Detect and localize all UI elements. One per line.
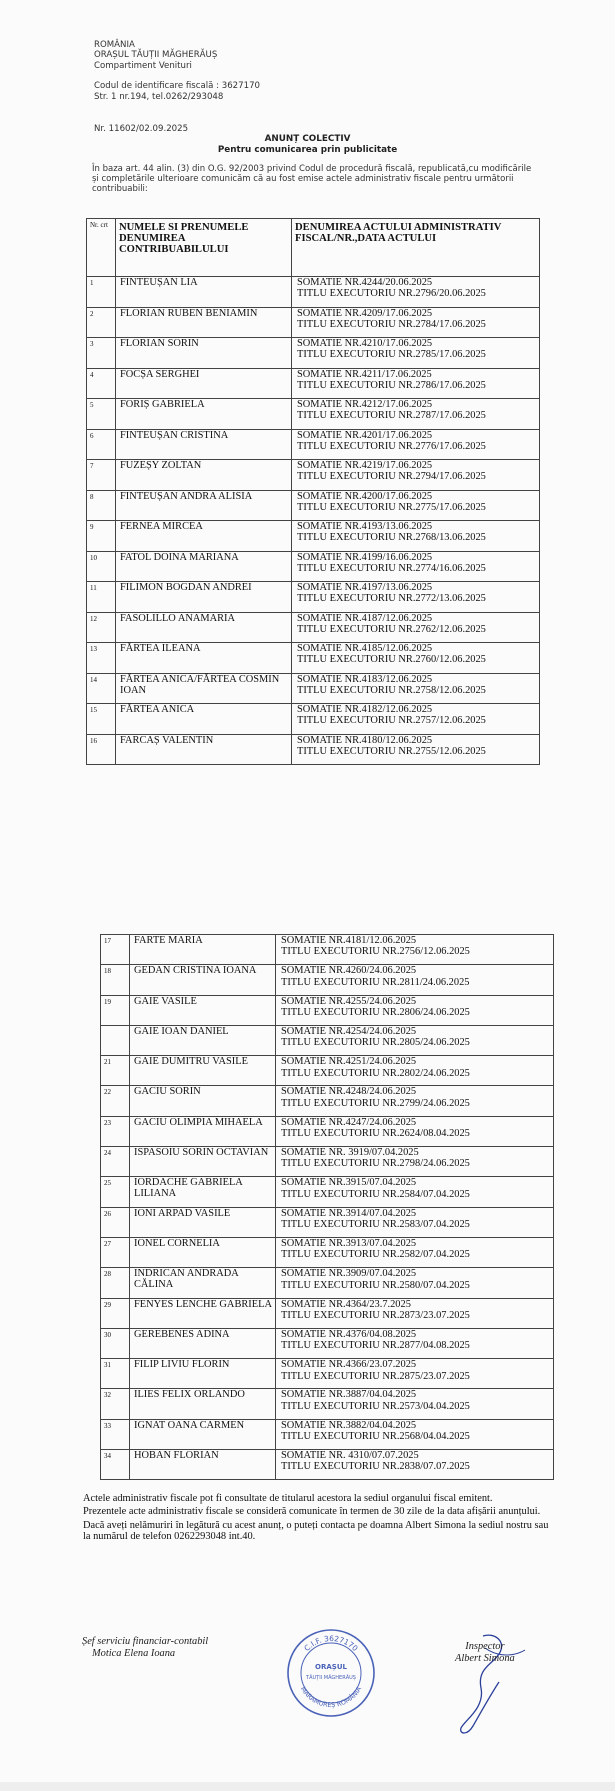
summons-number: SOMATIE NR.4197/13.06.2025 xyxy=(297,582,433,593)
table-row xyxy=(87,551,540,582)
summons-number: SOMATIE NR.3909/07.04.2025 xyxy=(281,1268,417,1280)
stamp-inner-text: TĂUȚII MĂGHERĂUȘ xyxy=(306,1675,356,1681)
enforcement-title-number: TITLU EXECUTORIU NR.2811/24.06.2025 xyxy=(281,976,470,988)
summons-number: SOMATIE NR.4201/17.06.2025 xyxy=(297,429,433,441)
taxpayer-name: GAIE VASILE xyxy=(130,995,276,1025)
fiscal-act xyxy=(276,995,554,1025)
row-number: 19 xyxy=(101,995,130,1025)
fiscal-act xyxy=(292,338,540,369)
taxpayer-name: IONEL CORNELIA xyxy=(130,1237,276,1267)
taxpayer-name: GACIU OLIMPIA MIHAELA xyxy=(130,1116,276,1146)
fiscal-act xyxy=(292,368,540,399)
row-number: 33 xyxy=(101,1419,130,1449)
fiscal-act xyxy=(276,1298,554,1328)
registration-number: Nr. 11602/02.09.2025 xyxy=(94,124,189,134)
fiscal-act xyxy=(276,1147,554,1177)
summons-number: SOMATIE NR.4193/13.06.2025 xyxy=(297,521,433,532)
fiscal-act xyxy=(292,582,540,613)
taxpayer-name: FLORIAN RUBEN BENIAMIN xyxy=(116,307,292,338)
row-number: 10 xyxy=(87,551,116,582)
header-act: DENUMIREA ACTULUI ADMINISTRATIV FISCAL/NR.,DATA ACTULUI xyxy=(292,219,540,277)
taxpayer-name: FOCȘA SERGHEI xyxy=(116,368,292,399)
fiscal-act xyxy=(276,1450,554,1480)
taxpayer-name: IGNAT OANA CARMEN xyxy=(130,1419,276,1449)
table-row xyxy=(101,1268,554,1298)
taxpayer-name: FĂRTEA ANICA xyxy=(116,704,292,735)
table-row xyxy=(101,1419,554,1449)
enforcement-title-number: TITLU EXECUTORIU NR.2568/04.04.2025 xyxy=(281,1431,470,1443)
header-address: Str. 1 nr.194, tel.0262/293048 xyxy=(94,91,224,102)
enforcement-title-number: TITLU EXECUTORIU NR.2784/17.06.2025 xyxy=(297,318,486,330)
row-number: 28 xyxy=(101,1268,130,1298)
signature-block-left xyxy=(82,1636,208,1660)
summons-number: SOMATIE NR.4255/24.06.2025 xyxy=(281,995,417,1007)
summons-number: SOMATIE NR.4182/12.06.2025 xyxy=(297,704,433,715)
page-bottom-strip xyxy=(0,1782,615,1791)
row-number: 26 xyxy=(101,1207,130,1237)
fiscal-act xyxy=(276,1086,554,1116)
signature-right-name: Albert Simona xyxy=(455,1653,515,1664)
fiscal-act xyxy=(276,1025,554,1055)
enforcement-title-number: TITLU EXECUTORIU NR.2774/16.06.2025 xyxy=(297,562,486,574)
row-number: 15 xyxy=(87,704,116,735)
fiscal-act xyxy=(276,1359,554,1389)
taxpayer-name: FINTEUȘAN CRISTINA xyxy=(116,429,292,460)
table-row xyxy=(87,673,540,704)
stamp-top-text: C.I.F. 3627170 xyxy=(302,1633,360,1653)
enforcement-title-number: TITLU EXECUTORIU NR.2787/17.06.2025 xyxy=(297,410,486,422)
fiscal-act xyxy=(292,673,540,704)
header-fiscal-code: Codul de identificare fiscală : 3627170 xyxy=(94,81,261,92)
taxpayer-name: FARTE MARIA xyxy=(130,935,276,965)
header-town: ORAȘUL TĂUȚII MĂGHERĂUȘ xyxy=(94,50,218,61)
table-row xyxy=(87,734,540,765)
table-row xyxy=(101,1116,554,1146)
enforcement-title-number: TITLU EXECUTORIU NR.2580/07.04.2025 xyxy=(281,1279,470,1291)
taxpayer-name: FINTEUȘAN ANDRA ALISIA xyxy=(116,490,292,521)
taxpayer-name: GEDAN CRISTINA IOANA xyxy=(130,965,276,995)
taxpayer-name: FĂRTEA ILEANA xyxy=(116,643,292,674)
enforcement-title-number: TITLU EXECUTORIU NR.2762/12.06.2025 xyxy=(297,623,486,635)
summons-number: SOMATIE NR.4247/24.06.2025 xyxy=(281,1116,417,1128)
fiscal-act xyxy=(276,1116,554,1146)
summons-number: SOMATIE NR.4209/17.06.2025 xyxy=(297,307,433,319)
table-row xyxy=(101,965,554,995)
row-number: 9 xyxy=(87,521,116,552)
summons-number: SOMATIE NR.4199/16.06.2025 xyxy=(297,551,433,563)
taxpayer-name: FUZEȘY ZOLTAN xyxy=(116,460,292,491)
table-row xyxy=(101,1298,554,1328)
enforcement-title-number: TITLU EXECUTORIU NR.2624/08.04.2025 xyxy=(281,1128,470,1140)
fiscal-act xyxy=(276,1389,554,1419)
intro-paragraph: În baza art. 44 alin. (3) din O.G. 92/2003 privind Codul de procedură fiscală, republicată,cu modificările și completările ulterioare comunicăm că au fost emise actele administrativ fiscale pentru următorii contribuabili: xyxy=(92,164,532,195)
stamp-middle-text: ORAȘUL xyxy=(315,1663,347,1671)
fiscal-act xyxy=(292,643,540,674)
summons-number: SOMATIE NR.4219/17.06.2025 xyxy=(297,460,433,471)
summons-number: SOMATIE NR.3887/04.04.2025 xyxy=(281,1389,417,1401)
fiscal-act xyxy=(276,1328,554,1358)
header-nr: Nr. crt xyxy=(87,219,116,277)
row-number: 5 xyxy=(87,399,116,430)
summons-number: SOMATIE NR.4211/17.06.2025 xyxy=(297,368,432,380)
fiscal-act xyxy=(276,1237,554,1267)
taxpayer-name: ILIES FELIX ORLANDO xyxy=(130,1389,276,1419)
row-number: 31 xyxy=(101,1359,130,1389)
table-row xyxy=(101,935,554,965)
enforcement-title-number: TITLU EXECUTORIU NR.2875/23.07.2025 xyxy=(281,1370,470,1382)
summons-number: SOMATIE NR.3914/07.04.2025 xyxy=(281,1207,417,1219)
enforcement-title-number: TITLU EXECUTORIU NR.2794/17.06.2025 xyxy=(297,471,486,483)
table-row xyxy=(87,490,540,521)
summons-number: SOMATIE NR.4200/17.06.2025 xyxy=(297,490,433,502)
signature-block-right xyxy=(455,1641,515,1665)
fiscal-act xyxy=(276,935,554,965)
fiscal-act xyxy=(292,399,540,430)
row-number: 30 xyxy=(101,1328,130,1358)
enforcement-title-number: TITLU EXECUTORIU NR.2760/12.06.2025 xyxy=(297,654,486,666)
row-number: 17 xyxy=(101,935,130,965)
enforcement-title-number: TITLU EXECUTORIU NR.2838/07.07.2025 xyxy=(281,1461,470,1473)
table-row xyxy=(87,277,540,308)
summons-number: SOMATIE NR.4185/12.06.2025 xyxy=(297,643,433,654)
fiscal-act xyxy=(292,277,540,308)
fiscal-act xyxy=(276,1177,554,1207)
summons-number: SOMATIE NR.4180/12.06.2025 xyxy=(297,734,433,746)
row-number: 27 xyxy=(101,1237,130,1267)
enforcement-title-number: TITLU EXECUTORIU NR.2582/07.04.2025 xyxy=(281,1249,470,1261)
table-row xyxy=(101,1056,554,1086)
taxpayer-name: INDRICAN ANDRADA CĂLINA xyxy=(130,1268,276,1298)
fiscal-act xyxy=(292,612,540,643)
enforcement-title-number: TITLU EXECUTORIU NR.2877/04.08.2025 xyxy=(281,1340,470,1352)
row-number: 6 xyxy=(87,429,116,460)
enforcement-title-number: TITLU EXECUTORIU NR.2798/24.06.2025 xyxy=(281,1158,470,1170)
taxpayer-name: GAIE IOAN DANIEL xyxy=(130,1025,276,1055)
fiscal-act xyxy=(276,965,554,995)
summons-number: SOMATIE NR. 3919/07.04.2025 xyxy=(281,1147,419,1159)
taxpayer-name: ISPASOIU SORIN OCTAVIAN xyxy=(130,1147,276,1177)
fiscal-act xyxy=(292,704,540,735)
table-row xyxy=(87,582,540,613)
table-row xyxy=(87,704,540,735)
enforcement-title-number: TITLU EXECUTORIU NR.2758/12.06.2025 xyxy=(297,684,486,696)
signature-left-name: Motica Elena Ioana xyxy=(92,1648,176,1659)
document-subtitle: Pentru comunicarea prin publicitate xyxy=(217,145,398,155)
fiscal-act xyxy=(292,734,540,765)
summons-number: SOMATIE NR.4254/24.06.2025 xyxy=(281,1025,417,1037)
fiscal-act xyxy=(292,551,540,582)
row-number: 2 xyxy=(87,307,116,338)
row-number: 4 xyxy=(87,368,116,399)
summons-number: SOMATIE NR.4251/24.06.2025 xyxy=(281,1056,417,1068)
table-row xyxy=(101,1359,554,1389)
row-number: 22 xyxy=(101,1086,130,1116)
document-header xyxy=(94,40,260,102)
official-stamp-icon xyxy=(285,1627,377,1719)
fiscal-act xyxy=(292,521,540,552)
table-row xyxy=(87,612,540,643)
enforcement-title-number: TITLU EXECUTORIU NR.2573/04.04.2025 xyxy=(281,1400,470,1412)
summons-number: SOMATIE NR.4260/24.06.2025 xyxy=(281,965,417,977)
taxpayer-name: FERNEA MIRCEA xyxy=(116,521,292,552)
row-number: 3 xyxy=(87,338,116,369)
enforcement-title-number: TITLU EXECUTORIU NR.2785/17.06.2025 xyxy=(297,349,486,361)
summons-number: SOMATIE NR.4376/04.08.2025 xyxy=(281,1328,417,1340)
table-row xyxy=(101,995,554,1025)
enforcement-title-number: TITLU EXECUTORIU NR.2756/12.06.2025 xyxy=(281,946,470,958)
header-department: Compartiment Venituri xyxy=(94,60,192,71)
table-row xyxy=(101,1086,554,1116)
taxpayer-name: FILIP LIVIU FLORIN xyxy=(130,1359,276,1389)
summons-number: SOMATIE NR.4210/17.06.2025 xyxy=(297,338,433,349)
summons-number: SOMATIE NR.4183/12.06.2025 xyxy=(297,673,433,685)
row-number: 12 xyxy=(87,612,116,643)
footer-note-consult: Actele administrativ fiscale pot fi consultate de titularul acestora la sediul organului fiscal emitent. xyxy=(83,1493,493,1504)
enforcement-title-number: TITLU EXECUTORIU NR.2584/07.04.2025 xyxy=(281,1188,470,1200)
row-number: 18 xyxy=(101,965,130,995)
enforcement-title-number: TITLU EXECUTORIU NR.2806/24.06.2025 xyxy=(281,1007,470,1018)
taxpayer-name: GACIU SORIN xyxy=(130,1086,276,1116)
table-row xyxy=(87,460,540,491)
table-row xyxy=(87,521,540,552)
footer-note-contact: Dacă aveți nelămuriri în legătură cu acest anunț, o puteți contacta pe doamna Albert Simona la sediul nostru sau la numărul de telefon 0262293048 int.40. xyxy=(83,1519,549,1543)
table-row xyxy=(101,1237,554,1267)
taxpayer-name: FINTEUȘAN LIA xyxy=(116,277,292,308)
taxpayer-name: FENYES LENCHE GABRIELA xyxy=(130,1298,276,1328)
taxpayer-name: FLORIAN SORIN xyxy=(116,338,292,369)
summons-number: SOMATIE NR.3915/07.04.2025 xyxy=(281,1177,417,1189)
table-row xyxy=(87,368,540,399)
enforcement-title-number: TITLU EXECUTORIU NR.2776/17.06.2025 xyxy=(297,440,486,452)
document-title: ANUNȚ COLECTIV xyxy=(264,134,351,144)
table-row xyxy=(87,643,540,674)
row-number: 16 xyxy=(87,734,116,765)
row-number: 11 xyxy=(87,582,116,613)
taxpayer-name: GEREBENES ADINA xyxy=(130,1328,276,1358)
row-number: 34 xyxy=(101,1450,130,1480)
row-number: 7 xyxy=(87,460,116,491)
summons-number: SOMATIE NR.4248/24.06.2025 xyxy=(281,1086,417,1098)
fiscal-act xyxy=(276,1268,554,1298)
row-number: 24 xyxy=(101,1147,130,1177)
enforcement-title-number: TITLU EXECUTORIU NR.2772/13.06.2025 xyxy=(297,593,486,605)
summons-number: SOMATIE NR. 4310/07.07.2025 xyxy=(281,1450,419,1462)
taxpayer-name: IORDACHE GABRIELA LILIANA xyxy=(130,1177,276,1207)
header-country: ROMÂNIA xyxy=(94,40,135,50)
summons-number: SOMATIE NR.4187/12.06.2025 xyxy=(297,612,433,624)
table-row xyxy=(101,1177,554,1207)
enforcement-title-number: TITLU EXECUTORIU NR.2799/24.06.2025 xyxy=(281,1097,470,1109)
enforcement-title-number: TITLU EXECUTORIU NR.2755/12.06.2025 xyxy=(297,745,486,757)
table-row xyxy=(101,1025,554,1055)
footer-note-communicated: Prezentele acte administrativ fiscale se consideră comunicate în termen de 30 zile de la data afișării anunțului. xyxy=(83,1506,541,1518)
summons-number: SOMATIE NR.4181/12.06.2025 xyxy=(281,935,417,946)
fiscal-act xyxy=(292,307,540,338)
taxpayer-name: GAIE DUMITRU VASILE xyxy=(130,1056,276,1086)
fiscal-act xyxy=(276,1056,554,1086)
summons-number: SOMATIE NR.4364/23.7.2025 xyxy=(281,1298,411,1310)
row-number: 13 xyxy=(87,643,116,674)
row-number: 23 xyxy=(101,1116,130,1146)
table-row xyxy=(101,1389,554,1419)
fiscal-act xyxy=(276,1419,554,1449)
table-row xyxy=(101,1207,554,1237)
enforcement-title-number: TITLU EXECUTORIU NR.2805/24.06.2025 xyxy=(281,1037,470,1049)
summons-number: SOMATIE NR.4212/17.06.2025 xyxy=(297,399,433,410)
header-name: NUMELE SI PRENUMELE DENUMIREA CONTRIBUABILULUI xyxy=(116,219,292,277)
taxpayer-name: FILIMON BOGDAN ANDREI xyxy=(116,582,292,613)
taxpayer-table-page2 xyxy=(100,934,554,1480)
row-number: 32 xyxy=(101,1389,130,1419)
row-number xyxy=(101,1025,130,1055)
row-number: 21 xyxy=(101,1056,130,1086)
table-row xyxy=(87,338,540,369)
enforcement-title-number: TITLU EXECUTORIU NR.2775/17.06.2025 xyxy=(297,501,486,513)
taxpayer-name: FASOLILLO ANAMARIA xyxy=(116,612,292,643)
enforcement-title-number: TITLU EXECUTORIU NR.2583/07.04.2025 xyxy=(281,1219,470,1231)
summons-number: SOMATIE NR.4366/23.07.2025 xyxy=(281,1359,417,1371)
enforcement-title-number: TITLU EXECUTORIU NR.2786/17.06.2025 xyxy=(297,379,486,391)
table-row xyxy=(87,399,540,430)
fiscal-act xyxy=(292,429,540,460)
row-number: 25 xyxy=(101,1177,130,1207)
taxpayer-table-page1 xyxy=(86,218,540,765)
taxpayer-name: FARCAȘ VALENTIN xyxy=(116,734,292,765)
enforcement-title-number: TITLU EXECUTORIU NR.2873/23.07.2025 xyxy=(281,1309,470,1321)
table-row xyxy=(101,1328,554,1358)
taxpayer-name: FĂRTEA ANICA/FĂRTEA COSMIN IOAN xyxy=(116,673,292,704)
taxpayer-name: FORIȘ GABRIELA xyxy=(116,399,292,430)
stamp-bottom-text: MARAMUREȘ ROMÂNIA xyxy=(298,1685,364,1710)
summons-number: SOMATIE NR.4244/20.06.2025 xyxy=(297,277,433,288)
enforcement-title-number: TITLU EXECUTORIU NR.2796/20.06.2025 xyxy=(297,288,486,300)
summons-number: SOMATIE NR.3882/04.04.2025 xyxy=(281,1419,417,1431)
table-row xyxy=(101,1450,554,1480)
footer-notes xyxy=(83,1493,553,1545)
fiscal-act xyxy=(292,460,540,491)
table-row xyxy=(101,1147,554,1177)
taxpayer-name: HOBAN FLORIAN xyxy=(130,1450,276,1480)
taxpayer-name: IONI ARPAD VASILE xyxy=(130,1207,276,1237)
summons-number: SOMATIE NR.3913/07.04.2025 xyxy=(281,1237,417,1249)
fiscal-act xyxy=(276,1207,554,1237)
table-row xyxy=(87,307,540,338)
table-row xyxy=(87,429,540,460)
row-number: 1 xyxy=(87,277,116,308)
svg-text:MARAMUREȘ ROMÂNIA xyxy=(299,1685,364,1709)
svg-text:C.I.F. 3627170 xyxy=(302,1634,360,1653)
fiscal-act xyxy=(292,490,540,521)
row-number: 29 xyxy=(101,1298,130,1328)
row-number: 8 xyxy=(87,490,116,521)
signature-right-title: Inspector xyxy=(465,1641,505,1652)
signature-left-title: Șef serviciu financiar-contabil xyxy=(82,1636,209,1647)
enforcement-title-number: TITLU EXECUTORIU NR.2757/12.06.2025 xyxy=(297,715,486,727)
taxpayer-name: FATOL DOINA MARIANA xyxy=(116,551,292,582)
row-number: 14 xyxy=(87,673,116,704)
enforcement-title-number: TITLU EXECUTORIU NR.2768/13.06.2025 xyxy=(297,532,486,544)
enforcement-title-number: TITLU EXECUTORIU NR.2802/24.06.2025 xyxy=(281,1067,470,1079)
